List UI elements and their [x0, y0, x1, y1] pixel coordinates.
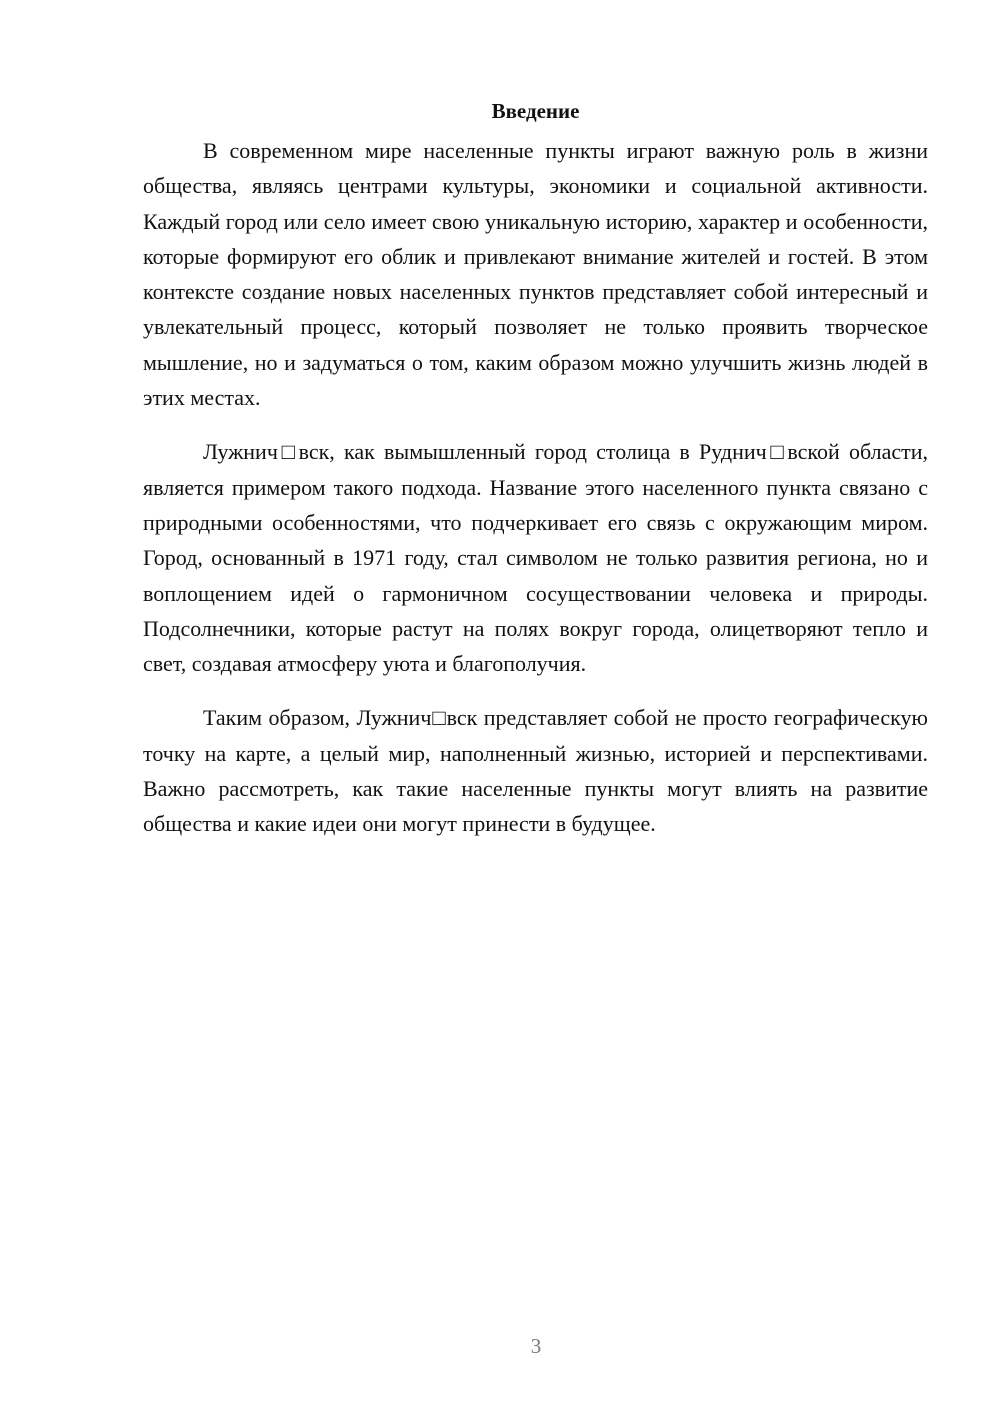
paragraph-1: В современном мире населенные пункты играют важную роль в жизни общества, являясь центрами культуры, экономики и социальной активности. Каждый город или село имеет свою уникальную историю, характер и особенности, которые формируют его облик и привлекают внимание жителей и гостей. В этом контексте создание новых населенных пунктов представляет собой интересный и увлекательный процесс, который позволяет не только проявить творческое мышление, но и задуматься о том, каким образом можно улучшить жизнь людей в этих местах.	[143, 138, 928, 411]
paragraph-3: Таким образом, Лужнич□вск представляет собой не просто географическую точку на карте, а целый мир, наполненный жизнью, историей и перспективами. Важно рассмотреть, как такие населенные пункты могут влиять на развитие общества и какие идеи они могут принести в будущее.	[143, 705, 928, 837]
section-heading: Введение	[491, 99, 580, 123]
paragraph-2: Лужнич□вск, как вымышленный город столица в Руднич□вской области, является примером такого подхода. Название этого населенного пункта связано с природными особенностями, что подчеркивает его связь с окружающим миром. Город, основанный в 1971 году, стал символом не только развития региона, но и воплощением идей о гармоничном сосуществовании человека и природы. Подсолнечники, которые растут на полях вокруг города, олицетворяют тепло и свет, создавая атмосферу уюта и благополучия.	[143, 439, 928, 677]
page-content	[143, 96, 928, 861]
page-number: 3	[530, 1334, 542, 1358]
